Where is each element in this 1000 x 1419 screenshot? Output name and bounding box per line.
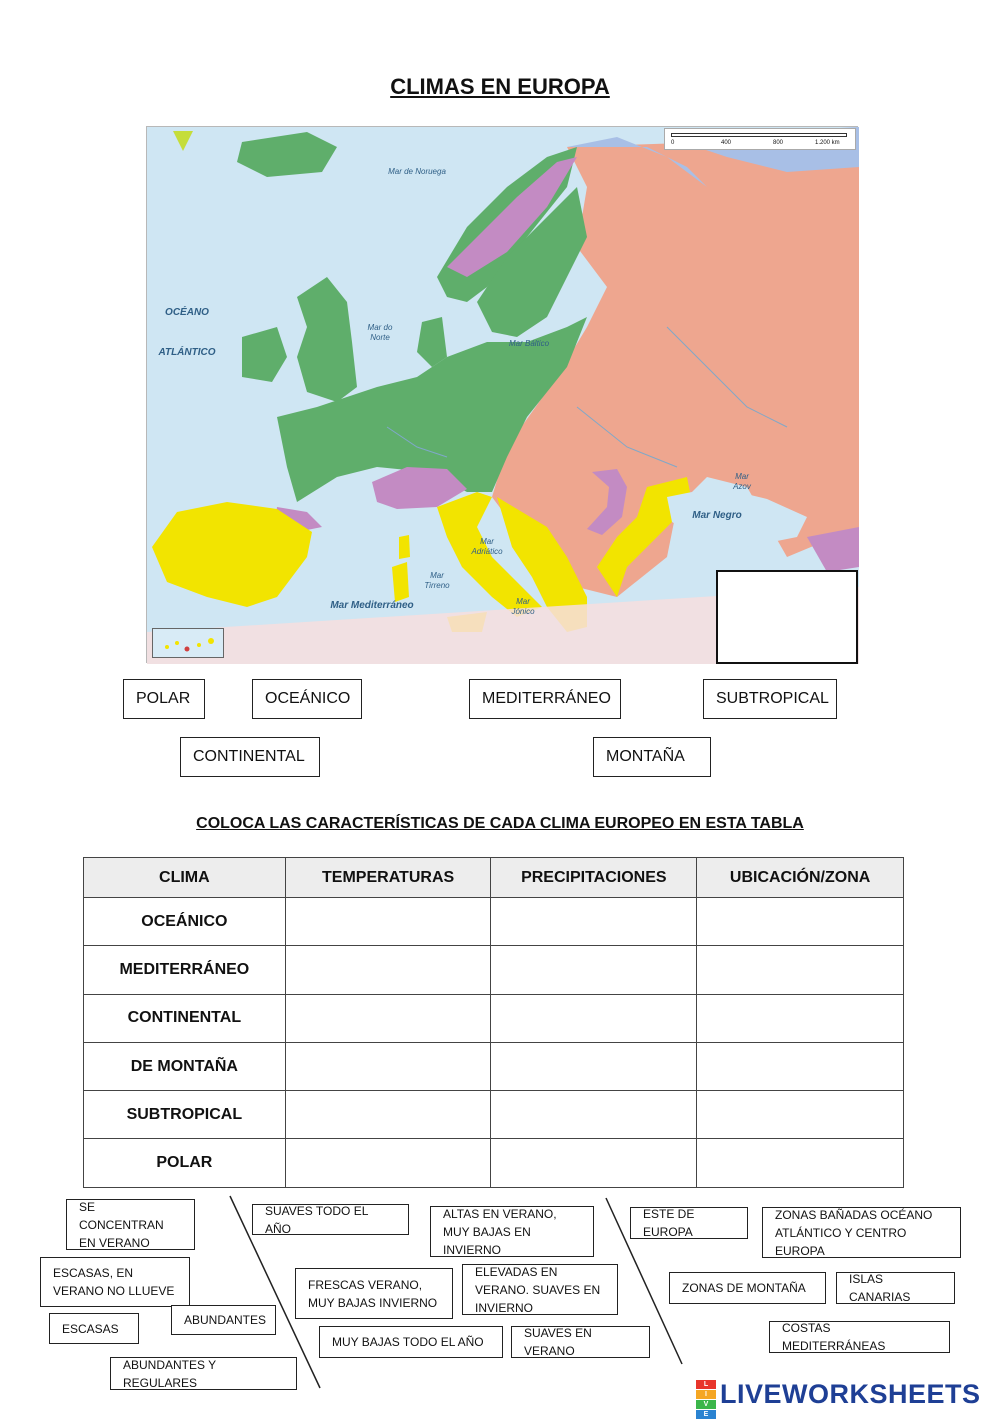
label-polar[interactable]: POLAR: [123, 679, 205, 719]
label-mar-noruega: Mar de Noruega: [388, 167, 446, 176]
row-label-montana: DE MONTAÑA: [84, 1042, 286, 1090]
label-mar-tirreno: Mar Tirreno: [424, 571, 450, 590]
label-mar-jonico: Mar Jónico: [511, 597, 535, 616]
header-ubicacion: UBICACIÓN/ZONA: [697, 858, 904, 898]
card-elevadas-verano[interactable]: ELEVADAS EN VERANO. SUAVES EN INVIERNO: [462, 1264, 618, 1315]
card-islas-canarias[interactable]: ISLAS CANARIAS: [836, 1272, 955, 1304]
badge-letter: I: [696, 1390, 716, 1399]
label-mar-mediterraneo: Mar Mediterráneo: [330, 600, 414, 611]
card-altas-verano[interactable]: ALTAS EN VERANO, MUY BAJAS EN INVIERNO: [430, 1206, 594, 1257]
label-mar-norte: Mar do Norte: [367, 323, 393, 342]
row-label-continental: CONTINENTAL: [84, 994, 286, 1042]
row-label-polar: POLAR: [84, 1139, 286, 1187]
card-frescas-verano[interactable]: FRESCAS VERANO, MUY BAJAS INVIERNO: [295, 1268, 453, 1319]
table-instructions: COLOCA LAS CARACTERÍSTICAS DE CADA CLIMA EUROPEO EN ESTA TABLA: [196, 815, 804, 832]
row-label-subtropical: SUBTROPICAL: [84, 1091, 286, 1139]
row-label-mediterraneo: MEDITERRÁNEO: [84, 946, 286, 994]
card-costas-mediterraneas[interactable]: COSTAS MEDITERRÁNEAS: [769, 1321, 950, 1353]
scale-tick-400: 400: [721, 140, 732, 146]
label-continental[interactable]: CONTINENTAL: [180, 737, 320, 777]
card-suaves-todo[interactable]: SUAVES TODO EL AÑO: [252, 1204, 409, 1235]
label-mar-adriatico: Mar Adriático: [471, 537, 503, 556]
card-zonas-banadas[interactable]: ZONAS BAÑADAS OCÉANO ATLÁNTICO Y CENTRO EUROPA: [762, 1207, 961, 1258]
scale-tick-0: 0: [671, 140, 675, 146]
liveworksheets-logo: [696, 1378, 981, 1418]
label-mar-azov: Mar Azov: [733, 472, 751, 491]
badge-letter: L: [696, 1380, 716, 1389]
page-title: CLIMAS EN EUROPA: [390, 74, 610, 99]
label-mar-negro: Mar Negro: [692, 510, 742, 521]
label-oceanico[interactable]: OCEÁNICO: [252, 679, 362, 719]
scale-tick-800: 800: [773, 140, 784, 146]
badge-letter: E: [696, 1410, 716, 1419]
label-montana[interactable]: MONTAÑA: [593, 737, 711, 777]
card-abundantes[interactable]: ABUNDANTES: [171, 1305, 276, 1335]
liveworksheets-wordmark: LIVEWORKSHEETS: [720, 1378, 981, 1409]
row-label-oceanico: OCEÁNICO: [84, 898, 286, 946]
scale-tick-1200: 1.200 km: [815, 140, 840, 146]
header-precipitaciones: PRECIPITACIONES: [491, 858, 697, 898]
header-clima: CLIMA: [84, 858, 286, 898]
liveworksheets-badge-icon: [696, 1380, 716, 1418]
card-escasas-verano[interactable]: ESCASAS, EN VERANO NO LLUEVE: [40, 1257, 190, 1307]
card-se-concentran[interactable]: SE CONCENTRAN EN VERANO: [66, 1199, 195, 1250]
badge-letter: V: [696, 1400, 716, 1409]
card-este-europa[interactable]: ESTE DE EUROPA: [630, 1207, 748, 1239]
card-escasas[interactable]: ESCASAS: [49, 1313, 139, 1344]
card-suaves-verano[interactable]: SUAVES EN VERANO: [511, 1326, 650, 1358]
label-mediterraneo[interactable]: MEDITERRÁNEO: [469, 679, 621, 719]
label-oceano: OCÉANO: [165, 307, 209, 318]
label-atlantico: ATLÁNTICO: [158, 347, 216, 358]
label-mar-baltico: Mar Báltico: [509, 339, 550, 348]
label-subtropical[interactable]: SUBTROPICAL: [703, 679, 837, 719]
card-zonas-montana[interactable]: ZONAS DE MONTAÑA: [669, 1272, 826, 1304]
card-muy-bajas[interactable]: MUY BAJAS TODO EL AÑO: [319, 1326, 503, 1358]
header-temperaturas: TEMPERATURAS: [285, 858, 491, 898]
card-abundantes-regulares[interactable]: ABUNDANTES Y REGULARES: [110, 1357, 297, 1390]
